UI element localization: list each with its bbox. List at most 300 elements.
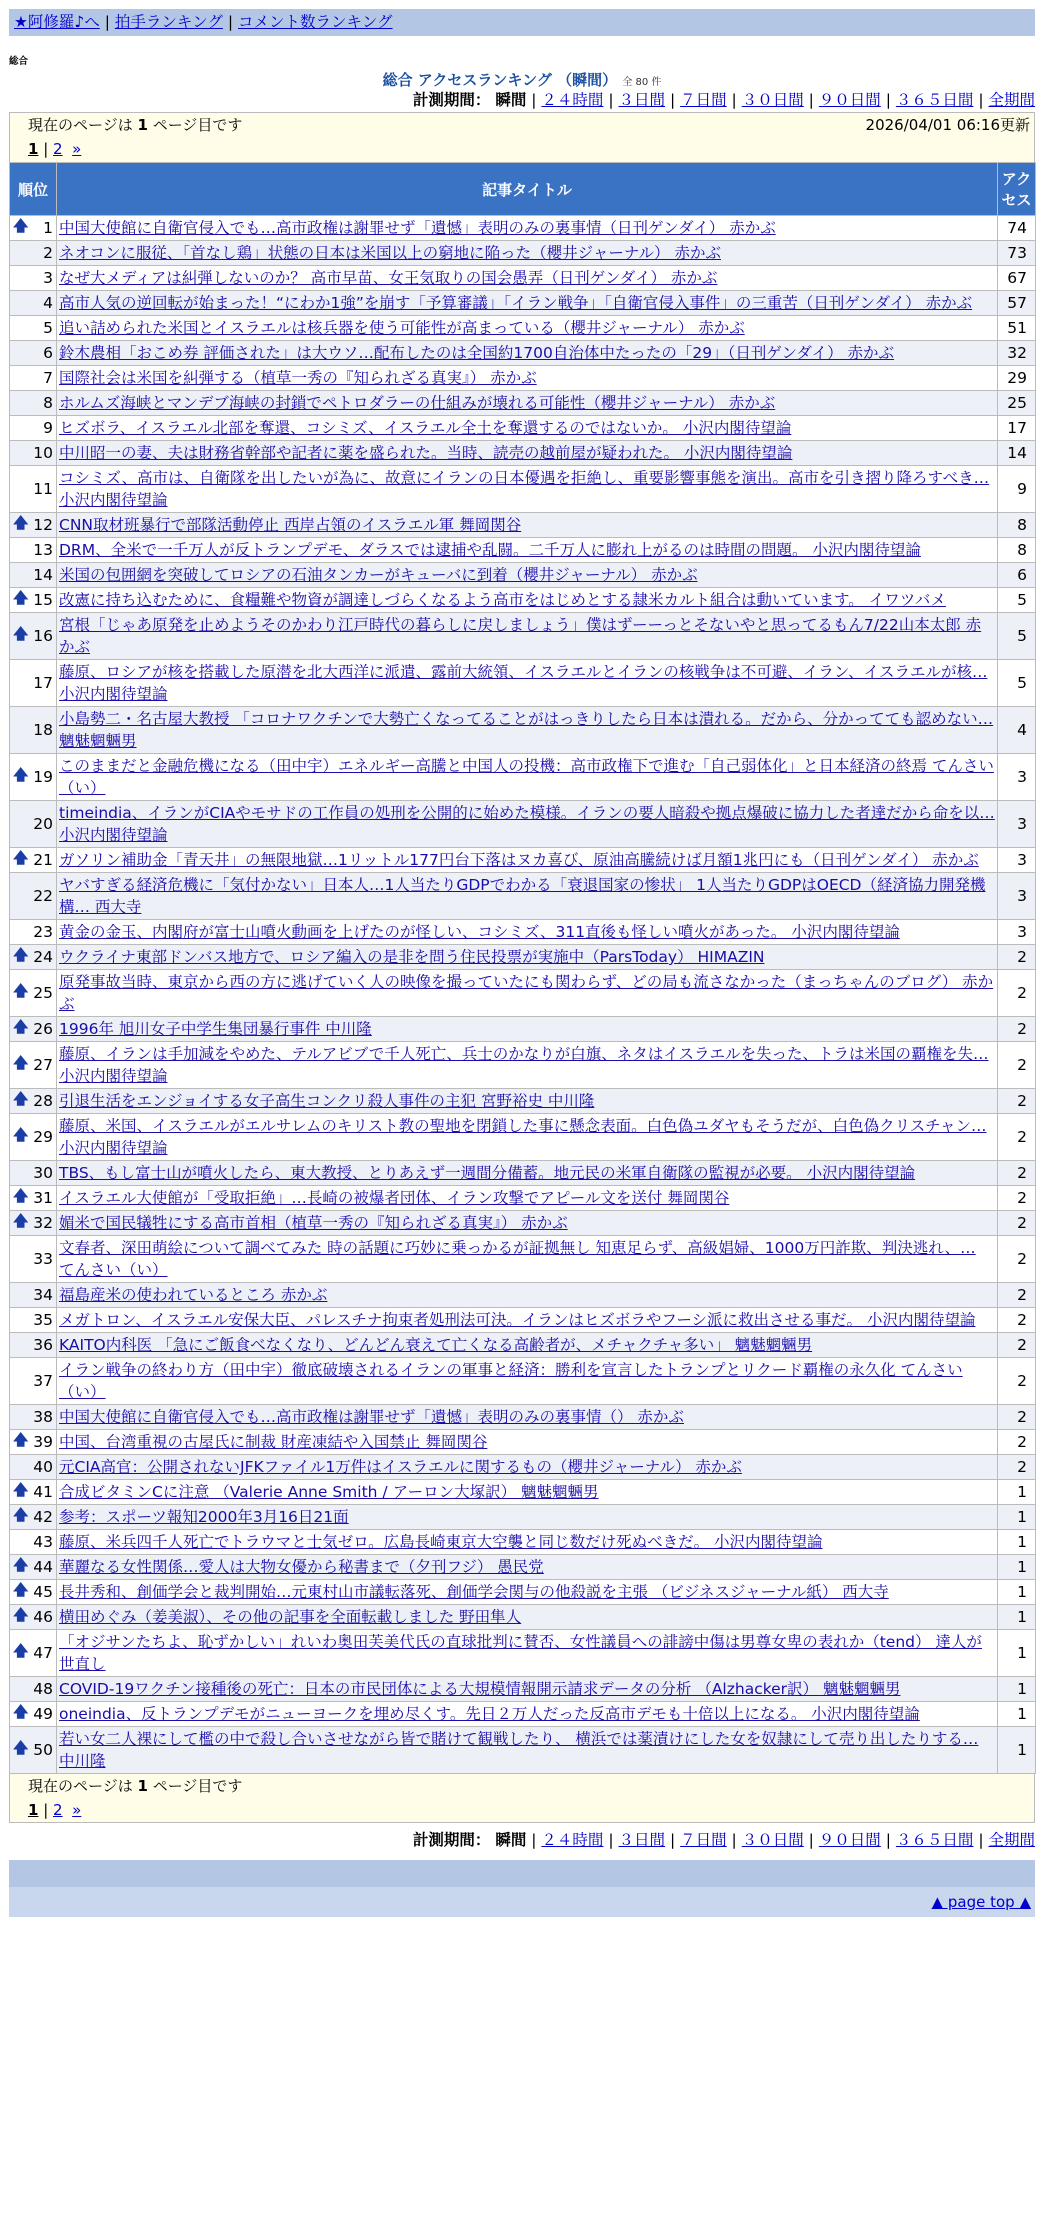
- rank-cell: [10, 1236, 57, 1283]
- title-cell: [57, 241, 998, 266]
- rank-number: 2: [43, 244, 53, 262]
- period-link[interactable]: ３０日間: [741, 91, 804, 109]
- table-row: [10, 1308, 1036, 1333]
- article-link[interactable]: TBS、もし富士山が噴火したら、東大教授、とりあえず一週間分備蓄。地元民の米軍自衛隊の監視が必要。 小沢内閣待望論: [59, 1164, 916, 1182]
- table-row: [10, 1017, 1036, 1042]
- pager-separator: |: [38, 1801, 54, 1819]
- rank-number: 46: [33, 1608, 53, 1626]
- access-count: 73: [998, 241, 1036, 266]
- rank-up-icon: 🡅: [13, 1186, 29, 1205]
- rank-cell: [10, 513, 57, 538]
- period-link[interactable]: ２４時間: [541, 1831, 604, 1849]
- rank-cell: [10, 216, 57, 241]
- access-header: アクセス: [998, 163, 1036, 216]
- title-cell: [57, 1605, 998, 1630]
- access-count: 51: [998, 316, 1036, 341]
- table-row: [10, 1677, 1036, 1702]
- period-link[interactable]: 全期間: [988, 91, 1035, 109]
- article-link[interactable]: なぜ大メディアは糾弾しないのか？ 高市早苗、女王気取りの国会愚弄（日刊ゲンダイ） 赤かぶ: [59, 269, 718, 287]
- title-cell: [57, 1114, 998, 1161]
- rank-number: 36: [33, 1336, 53, 1354]
- title-cell: [57, 848, 998, 873]
- table-row: [10, 588, 1036, 613]
- access-count: 2: [998, 945, 1036, 970]
- rank-up-icon: 🡅: [13, 1211, 29, 1230]
- table-row: [10, 241, 1036, 266]
- rank-number: 40: [33, 1458, 53, 1476]
- rank-number: 22: [33, 887, 53, 905]
- article-link[interactable]: 華麗なる女性関係…愛人は大物女優から秘書まで（夕刊フジ） 愚民党: [59, 1558, 544, 1576]
- rank-cell: [10, 291, 57, 316]
- rank-cell: [10, 1283, 57, 1308]
- rank-up-icon: 🡅: [13, 216, 29, 235]
- access-count: 2: [998, 1333, 1036, 1358]
- rank-up-icon: 🡅: [13, 624, 29, 643]
- article-link[interactable]: このままだと金融危機になる（田中宇）エネルギー高騰と中国人の投機：高市政権下で進む「自己弱体化」と日本経済の終焉 てんさい（い）: [59, 757, 994, 797]
- access-count: 3: [998, 754, 1036, 801]
- article-link[interactable]: 藤原、米国、イスラエルがエルサレムのキリスト教の聖地を閉鎖した事に懸念表面。白色偽ユダヤもそうだが、白色偽クリスチャン… 小沢内閣待望論: [59, 1117, 987, 1157]
- pager: [28, 137, 1030, 161]
- table-row: [10, 848, 1036, 873]
- table-row: [10, 341, 1036, 366]
- rank-header: 順位: [10, 163, 57, 216]
- rank-number: 38: [33, 1408, 53, 1426]
- rank-number: 10: [33, 444, 53, 462]
- title-cell: [57, 316, 998, 341]
- title-cell: [57, 1530, 998, 1555]
- access-count: 2: [998, 1283, 1036, 1308]
- rank-cell: [10, 801, 57, 848]
- table-row: [10, 945, 1036, 970]
- rank-number: 5: [43, 319, 53, 337]
- table-row: [10, 1236, 1036, 1283]
- rank-number: 43: [33, 1533, 53, 1551]
- access-count: 25: [998, 391, 1036, 416]
- article-link[interactable]: 小島勢二・名古屋大教授 「コロナワクチンで大勢亡くなってることがはっきりしたら日本は潰れる。だから、分かってても認めない… 魑魅魍魎男: [59, 710, 994, 750]
- article-link[interactable]: ヒズボラ、イスラエル北部を奪還、コシミズ、イスラエル全土を奪還するのではないか。 小沢内閣待望論: [59, 419, 792, 437]
- title-cell: [57, 441, 998, 466]
- article-link[interactable]: 合成ビタミンCに注意 （Valerie Anne Smith / アーロン大塚訳） 魑魅魍魎男: [59, 1483, 599, 1501]
- rank-up-icon: 🡅: [13, 1580, 29, 1599]
- period-selector-bottom: 計測期間： 瞬間 | ２４時間 | ３日間 | ７日間 | ３０日間 | ９０日間 | ３６５日間 | 全期間: [412, 1831, 1035, 1849]
- rank-number: 34: [33, 1286, 53, 1304]
- rank-number: 31: [33, 1189, 53, 1207]
- pager-bottom: [28, 1798, 1030, 1822]
- access-count: 1: [998, 1555, 1036, 1580]
- period-link[interactable]: ３日間: [618, 1831, 666, 1849]
- access-count: 8: [998, 538, 1036, 563]
- article-link[interactable]: 長井秀和、創価学会と裁判開始…元東村山市議転落死、創価学会関与の他殺説を主張 （ビジネスジャーナル紙） 西大寺: [59, 1583, 889, 1601]
- rank-cell: [10, 1186, 57, 1211]
- title-cell: [57, 1480, 998, 1505]
- article-link[interactable]: COVID-19ワクチン接種後の死亡：日本の市民団体による大規模情報開示請求データの分析 （Alzhacker訳） 魑魅魍魎男: [59, 1680, 901, 1698]
- period-link[interactable]: ３０日間: [741, 1831, 804, 1849]
- article-link[interactable]: ホルムズ海峡とマンデブ海峡の封鎖でペトロダラーの仕組みが壊れる可能性（櫻井ジャーナル） 赤かぶ: [59, 394, 776, 412]
- rank-cell: [10, 266, 57, 291]
- rank-number: 13: [33, 541, 53, 559]
- title-cell: [57, 1630, 998, 1677]
- rank-number: 35: [33, 1311, 53, 1329]
- rank-cell: [10, 1530, 57, 1555]
- table-row: [10, 441, 1036, 466]
- rank-cell: [10, 1605, 57, 1630]
- access-count: 9: [998, 466, 1036, 513]
- rank-number: 25: [33, 984, 53, 1002]
- period-link[interactable]: ９０日間: [818, 1831, 881, 1849]
- page-top-bar: [9, 1887, 1035, 1917]
- title-cell: [57, 1702, 998, 1727]
- article-link[interactable]: 引退生活をエンジョイする女子高生コンクリ殺人事件の主犯 宮野裕史 中川隆: [59, 1092, 595, 1110]
- rank-cell: [10, 848, 57, 873]
- article-link[interactable]: 1996年 旭川女子中学生集団暴行事件 中川隆: [59, 1020, 372, 1038]
- access-count: 2: [998, 1089, 1036, 1114]
- article-link[interactable]: 追い詰められた米国とイスラエルは核兵器を使う可能性が高まっている（櫻井ジャーナル） 赤かぶ: [59, 319, 745, 337]
- rank-up-icon: 🡅: [13, 1605, 29, 1624]
- rank-cell: [10, 1042, 57, 1089]
- access-count: 1: [998, 1605, 1036, 1630]
- access-count: 1: [998, 1630, 1036, 1677]
- rank-cell: [10, 341, 57, 366]
- table-row: [10, 1480, 1036, 1505]
- table-row: [10, 754, 1036, 801]
- rank-number: 15: [33, 591, 53, 609]
- rank-number: 14: [33, 566, 53, 584]
- home-link[interactable]: ★阿修羅♪へ: [14, 13, 100, 31]
- title-cell: [57, 1455, 998, 1480]
- clap-ranking-link[interactable]: 拍手ランキング: [114, 13, 223, 31]
- title-cell: [57, 1211, 998, 1236]
- access-count: 8: [998, 513, 1036, 538]
- table-row: [10, 1333, 1036, 1358]
- rank-cell: [10, 1727, 57, 1774]
- article-link[interactable]: 藤原、ロシアが核を搭載した原潜を北大西洋に派遣、露前大統領、イスラエルとイランの核戦争は不可避、イラン、イスラエルが核… 小沢内閣待望論: [59, 663, 988, 703]
- rank-number: 48: [33, 1680, 53, 1698]
- article-link[interactable]: 中国大使館に自衛官侵入でも…高市政権は謝罪せず「遺憾」表明のみの裏事情（日刊ゲンダイ） 赤かぶ: [59, 219, 776, 237]
- title-cell: [57, 945, 998, 970]
- article-link[interactable]: oneindia、反トランプデモがニューヨークを埋め尽くす。先日２万人だった反高市デモも十倍以上になる。 小沢内閣待望論: [59, 1705, 920, 1723]
- article-link[interactable]: 媚米で国民犠牲にする高市首相（植草一秀の『知られざる真実』） 赤かぶ: [59, 1214, 568, 1232]
- article-link[interactable]: 中川昭一の妻、夫は財務省幹部や記者に薬を盛られた。当時、読売の越前屋が疑われた。 小沢内閣待望論: [59, 444, 793, 462]
- article-link[interactable]: 宮根「じゃあ原発を止めようそのかわり江戸時代の暮らしに戻しましょう」僕はずーーっとそないやと思ってるもん7/22山本太郎 赤かぶ: [59, 616, 982, 656]
- table-row: [10, 1114, 1036, 1161]
- table-row: [10, 1630, 1036, 1677]
- rank-up-icon: 🡅: [13, 1480, 29, 1499]
- article-link[interactable]: 参考：スポーツ報知2000年3月16日21面: [59, 1508, 349, 1526]
- rank-up-icon: 🡅: [13, 1089, 29, 1108]
- access-count: 1: [998, 1580, 1036, 1605]
- access-count: 2: [998, 1308, 1036, 1333]
- access-count: 3: [998, 848, 1036, 873]
- rank-number: 24: [33, 948, 53, 966]
- rank-number: 23: [33, 923, 53, 941]
- access-count: 67: [998, 266, 1036, 291]
- period-selector: 計測期間： 瞬間 | ２４時間 | ３日間 | ７日間 | ３０日間 | ９０日間 | ３６５日間 | 全期間: [412, 91, 1035, 109]
- access-count: 1: [998, 1530, 1036, 1555]
- title-cell: [57, 391, 998, 416]
- access-count: 2: [998, 1211, 1036, 1236]
- rank-number: 11: [33, 480, 53, 498]
- title-text: 総合 アクセスランキング （瞬間）: [382, 71, 618, 89]
- access-count: 57: [998, 291, 1036, 316]
- table-row: [10, 1089, 1036, 1114]
- article-link[interactable]: timeindia、イランがCIAやモサドの工作員の処刑を公開的に始めた模様。イランの要人暗殺や拠点爆破に協力した者達だから命を以… 小沢内閣待望論: [59, 804, 995, 844]
- access-count: 2: [998, 1114, 1036, 1161]
- article-link[interactable]: 藤原、イランは手加減をやめた、テルアビブで千人死亡、兵士のかなりが白旗、ネタはイスラエルを失った、トラは米国の覇権を失… 小沢内閣待望論: [59, 1045, 989, 1085]
- table-row: [10, 707, 1036, 754]
- rank-cell: [10, 366, 57, 391]
- article-link[interactable]: メガトロン、イスラエル安保大臣、パレスチナ拘束者処刑法可決。イランはヒズボラやフーシ派に救出させる事だ。 小沢内閣待望論: [59, 1311, 976, 1329]
- rank-number: 4: [43, 294, 53, 312]
- article-link[interactable]: 鈴木農相「おこめ券 評価された」は大ウソ…配布したのは全国約1700自治体中たったの「29」（日刊ゲンダイ） 赤かぶ: [59, 344, 895, 362]
- rank-number: 1: [43, 219, 53, 237]
- article-link[interactable]: DRM、全米で一千万人が反トランプデモ、ダラスでは逮捕や乱闘。二千万人に膨れ上がるのは時間の問題。 小沢内閣待望論: [59, 541, 921, 559]
- article-link[interactable]: 若い女二人裸にして檻の中で殺し合いさせながら皆で賭けて観戦したり、 横浜では薬漬けにした女を奴隷にして売り出したりする… 中川隆: [59, 1730, 979, 1770]
- rank-cell: [10, 945, 57, 970]
- access-count: 1: [998, 1727, 1036, 1774]
- rank-cell: [10, 466, 57, 513]
- rank-cell: [10, 1555, 57, 1580]
- table-row: [10, 1161, 1036, 1186]
- table-row: [10, 466, 1036, 513]
- rank-cell: [10, 1630, 57, 1677]
- rank-number: 9: [43, 419, 53, 437]
- table-row: [10, 613, 1036, 660]
- rank-cell: [10, 241, 57, 266]
- access-count: 1: [998, 1505, 1036, 1530]
- title-cell: [57, 466, 998, 513]
- rank-cell: [10, 873, 57, 920]
- rank-number: 37: [33, 1372, 53, 1390]
- article-link[interactable]: 国際社会は米国を糾弾する（植草一秀の『知られざる真実』） 赤かぶ: [59, 369, 537, 387]
- table-row: [10, 266, 1036, 291]
- rank-up-icon: 🡅: [13, 848, 29, 867]
- pager-next[interactable]: »: [72, 140, 82, 158]
- page: [9, 9, 1035, 1917]
- table-row: [10, 1702, 1036, 1727]
- top-nav: [9, 9, 1035, 36]
- article-link[interactable]: 「オジサンたちよ、恥ずかしい」れいわ奥田芙美代氏の直球批判に賛否、女性議員への誹謗中傷は男尊女卑の表れか（tend） 達人が世直し: [59, 1633, 982, 1673]
- page-top-link[interactable]: ▲ page top ▲: [931, 1893, 1031, 1911]
- period-link[interactable]: ２４時間: [541, 91, 604, 109]
- ranking-body: [10, 216, 1036, 1774]
- rank-cell: [10, 1161, 57, 1186]
- title-cell: [57, 266, 998, 291]
- table-row: [10, 970, 1036, 1017]
- rank-cell: [10, 316, 57, 341]
- rank-cell: [10, 1308, 57, 1333]
- title-cell: [57, 1042, 998, 1089]
- table-row: [10, 1042, 1036, 1089]
- title-cell: [57, 1236, 998, 1283]
- table-row: [10, 1358, 1036, 1405]
- access-count: 2: [998, 1358, 1036, 1405]
- title-cell: [57, 416, 998, 441]
- rank-up-icon: 🡅: [13, 588, 29, 607]
- period-link[interactable]: ７日間: [680, 1831, 727, 1849]
- pager-current: 1: [28, 140, 39, 158]
- rank-cell: [10, 660, 57, 707]
- rank-cell: [10, 754, 57, 801]
- rank-number: 7: [43, 369, 53, 387]
- title-cell: [57, 801, 998, 848]
- pager-link-2[interactable]: 2: [53, 1801, 63, 1819]
- rank-number: 41: [33, 1483, 53, 1501]
- table-row: [10, 1505, 1036, 1530]
- pager-next[interactable]: »: [72, 1801, 82, 1819]
- article-link[interactable]: 文春者、深田萌絵について調べてみた 時の話題に巧妙に乗っかるが証拠無し 知恵足らず、高級娼婦、1000万円詐欺、判決逃れ、… てんさい（い）: [59, 1239, 976, 1279]
- rank-number: 44: [33, 1558, 53, 1576]
- access-count: 32: [998, 341, 1036, 366]
- title-cell: [57, 873, 998, 920]
- article-link[interactable]: 中国大使館に自衛官侵入でも…高市政権は謝罪せず「遺憾」表明のみの裏事情（） 赤かぶ: [59, 1408, 684, 1426]
- article-link[interactable]: ガソリン補助金「青天井」の無限地獄…1リットル177円台下落はヌカ喜び、原油高騰続けば月額1兆円にも（日刊ゲンダイ） 赤かぶ: [59, 851, 979, 869]
- rank-number: 6: [43, 344, 53, 362]
- period-label: 計測期間：: [412, 91, 491, 109]
- access-count: 14: [998, 441, 1036, 466]
- article-link[interactable]: イスラエル大使館が「受取拒絶」…長崎の被爆者団体、イラン攻撃でアピール文を送付 舞岡関谷: [59, 1189, 730, 1207]
- rank-cell: [10, 1358, 57, 1405]
- article-link[interactable]: 元CIA高官：公開されないJFKファイル1万件はイスラエルに関するもの（櫻井ジャーナル） 赤かぶ: [59, 1458, 742, 1476]
- page-title: [9, 69, 1035, 89]
- period-current: 瞬間: [495, 91, 527, 109]
- rank-up-icon: 🡅: [13, 1017, 29, 1036]
- title-cell: [57, 1555, 998, 1580]
- pager-link-2[interactable]: 2: [53, 140, 63, 158]
- rank-cell: [10, 1702, 57, 1727]
- article-link[interactable]: 横田めぐみ（姜美淑）、その他の記事を全面転載しました 野田隼人: [59, 1608, 522, 1626]
- article-link[interactable]: イラン戦争の終わり方（田中宇）徹底破壊されるイランの軍事と経済：勝利を宣言したトランプとリクード覇権の永久化 てんさい（い）: [59, 1361, 963, 1401]
- title-cell: [57, 660, 998, 707]
- title-cell: [57, 291, 998, 316]
- rank-up-icon: 🡅: [13, 1702, 29, 1721]
- rank-up-icon: 🡅: [13, 1641, 29, 1660]
- table-row: [10, 1430, 1036, 1455]
- title-cell: [57, 1727, 998, 1774]
- article-link[interactable]: 高市人気の逆回転が始まった！“にわか1強”を崩す「予算審議」「イラン戦争」「自衛官侵入事件」の三重苦（日刊ゲンダイ） 赤かぶ: [59, 294, 973, 312]
- article-link[interactable]: ウクライナ東部ドンバス地方で、ロシア編入の是非を問う住民投票が実施中（ParsToday） HIMAZIN: [59, 948, 765, 966]
- table-row: [10, 1530, 1036, 1555]
- table-row: [10, 801, 1036, 848]
- title-cell: [57, 563, 998, 588]
- article-link[interactable]: ネオコンに服従、「首なし鶏」状態の日本は米国以上の窮地に陥った（櫻井ジャーナル） 赤かぶ: [59, 244, 721, 262]
- table-row: [10, 1605, 1036, 1630]
- title-header: 記事タイトル: [57, 163, 998, 216]
- access-count: 2: [998, 970, 1036, 1017]
- period-link[interactable]: ３６５日間: [895, 91, 974, 109]
- period-link[interactable]: ３日間: [618, 91, 666, 109]
- rank-cell: [10, 441, 57, 466]
- access-count: 5: [998, 588, 1036, 613]
- table-row: [10, 1405, 1036, 1430]
- rank-number: 39: [33, 1433, 53, 1451]
- breadcrumb: 総合: [9, 56, 29, 67]
- rank-up-icon: 🡅: [13, 945, 29, 964]
- rank-number: 21: [33, 851, 53, 869]
- title-cell: [57, 216, 998, 241]
- access-count: 1: [998, 1677, 1036, 1702]
- table-row: [10, 660, 1036, 707]
- article-link[interactable]: CNN取材班暴行で部隊活動停止 西岸占領のイスラエル軍 舞岡関谷: [59, 516, 522, 534]
- title-cell: [57, 1430, 998, 1455]
- rank-number: 30: [33, 1164, 53, 1182]
- article-link[interactable]: KAITO内科医 「急にご飯食べなくなり、どんどん衰えて亡くなる高齢者が、メチャクチャ多い」 魑魅魍魎男: [59, 1336, 813, 1354]
- title-cell: [57, 538, 998, 563]
- table-header: [10, 163, 1036, 216]
- comment-ranking-link[interactable]: コメント数ランキング: [238, 13, 393, 31]
- page-number: 1: [137, 1777, 148, 1795]
- rank-number: 17: [33, 674, 53, 692]
- page-suffix: ページ目です: [147, 1777, 243, 1795]
- title-cell: [57, 513, 998, 538]
- page-prefix: 現在のページは: [28, 1777, 138, 1795]
- rank-cell: [10, 538, 57, 563]
- title-cell: [57, 1308, 998, 1333]
- updated-timestamp: 2026/04/01 06:16更新: [865, 116, 1030, 134]
- table-row: [10, 416, 1036, 441]
- article-link[interactable]: 藤原、米兵四千人死亡でトラウマと士気ゼロ。広島長崎東京大空襲と同じ数だけ死ぬべきだ。 小沢内閣待望論: [59, 1533, 823, 1551]
- access-count: 2: [998, 1430, 1036, 1455]
- rank-cell: [10, 1505, 57, 1530]
- period-link[interactable]: ３６５日間: [895, 1831, 974, 1849]
- article-link[interactable]: 福島産米の使われているところ 赤かぶ: [59, 1286, 328, 1304]
- table-row: [10, 391, 1036, 416]
- period-link[interactable]: 全期間: [988, 1831, 1035, 1849]
- rank-number: 26: [33, 1020, 53, 1038]
- nav-separator: |: [99, 13, 115, 31]
- article-link[interactable]: 米国の包囲網を突破してロシアの石油タンカーがキューバに到着（櫻井ジャーナル） 赤かぶ: [59, 566, 698, 584]
- article-link[interactable]: ヤバすぎる経済危機に「気付かない」日本人…1人当たりGDPでわかる「衰退国家の惨状」 1人当たりGDPはOECD（経済協力開発機構… 西大寺: [59, 876, 986, 916]
- page-prefix: 現在のページは: [28, 116, 138, 134]
- article-link[interactable]: 改憲に持ち込むために、食糧難や物資が調達しづらくなるよう高市をはじめとする隷米カルト組合は動いています。 イワツバメ: [59, 591, 946, 609]
- pager-separator: |: [38, 140, 54, 158]
- access-count: 5: [998, 660, 1036, 707]
- article-link[interactable]: 中国、台湾重視の古屋氏に制裁 財産凍結や入国禁止 舞岡関谷: [59, 1433, 488, 1451]
- access-count: 74: [998, 216, 1036, 241]
- article-link[interactable]: 黄金の金玉、内閣府が富士山噴火動画を上げたのが怪しい、コシミズ、311直後も怪しい噴火があった。 小沢内閣待望論: [59, 923, 900, 941]
- article-link[interactable]: 原発事故当時、東京から西の方に逃げていく人の映像を撮っていたにも関わらず、どの局も流さなかった（まっちゃんのブログ） 赤かぶ: [59, 973, 994, 1013]
- rank-cell: [10, 1430, 57, 1455]
- access-count: 2: [998, 1236, 1036, 1283]
- rank-number: 42: [33, 1508, 53, 1526]
- rank-number: 50: [33, 1741, 53, 1759]
- rank-number: 12: [33, 516, 53, 534]
- period-link[interactable]: ９０日間: [818, 91, 881, 109]
- rank-number: 3: [43, 269, 53, 287]
- access-count: 1: [998, 1702, 1036, 1727]
- period-link[interactable]: ７日間: [680, 91, 727, 109]
- table-row: [10, 563, 1036, 588]
- rank-number: 49: [33, 1705, 53, 1723]
- page-info-bottom: [9, 1774, 1035, 1823]
- item-count: 全 80 件: [622, 77, 662, 88]
- rank-number: 33: [33, 1250, 53, 1268]
- title-cell: [57, 588, 998, 613]
- access-count: 3: [998, 801, 1036, 848]
- rank-cell: [10, 1677, 57, 1702]
- access-count: 2: [998, 1405, 1036, 1430]
- table-row: [10, 1283, 1036, 1308]
- rank-number: 29: [33, 1128, 53, 1146]
- table-row: [10, 1186, 1036, 1211]
- article-link[interactable]: コシミズ、高市は、自衛隊を出したいが為に、故意にイランの日本優遇を拒絶し、重要影響事態を演出。高市を引き摺り降ろすべき… 小沢内閣待望論: [59, 469, 990, 509]
- title-cell: [57, 1580, 998, 1605]
- table-row: [10, 920, 1036, 945]
- rank-number: 47: [33, 1644, 53, 1662]
- table-row: [10, 291, 1036, 316]
- title-cell: [57, 1017, 998, 1042]
- title-cell: [57, 707, 998, 754]
- rank-cell: [10, 1089, 57, 1114]
